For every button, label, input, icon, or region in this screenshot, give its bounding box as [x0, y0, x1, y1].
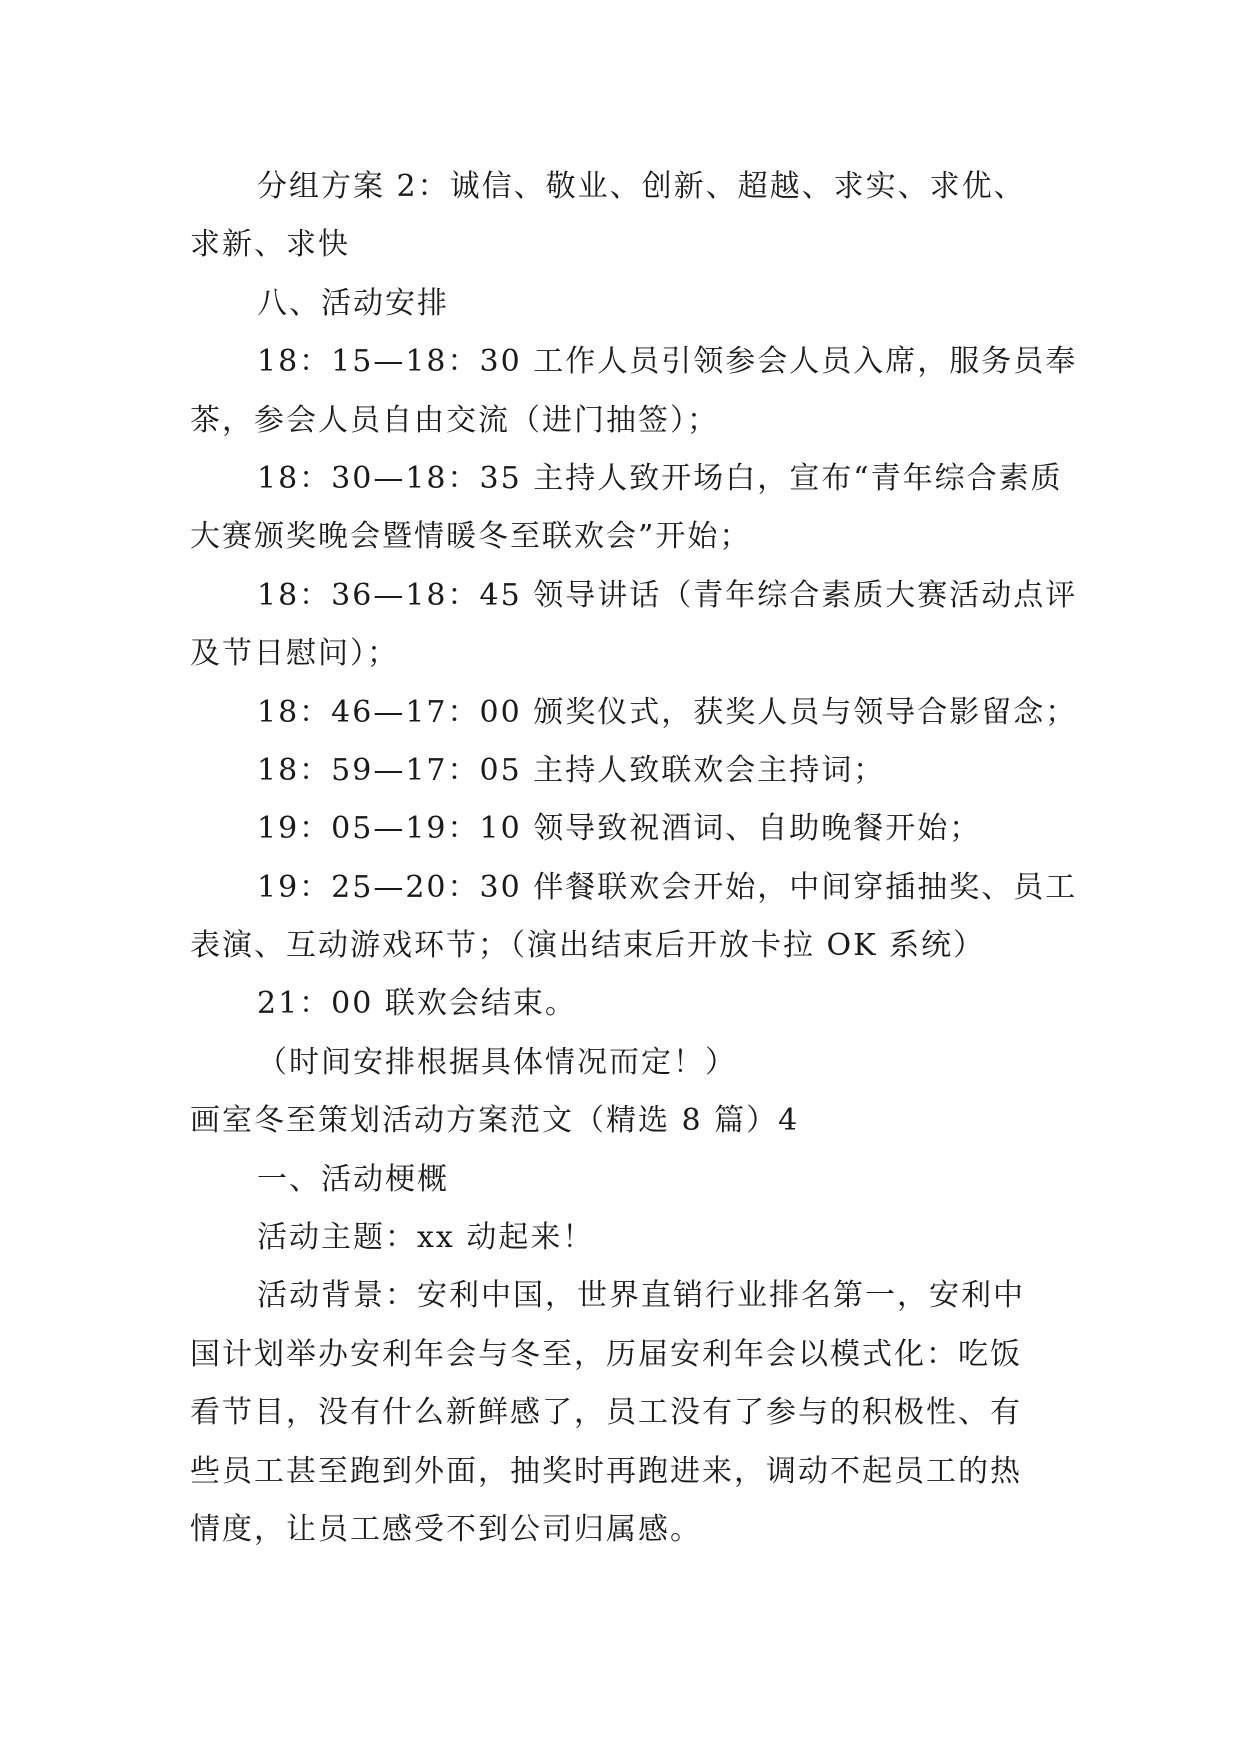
schedule-item: 18：36—18：45 领导讲话（青年综合素质大赛活动点评: [257, 577, 1078, 613]
paragraph-line: 看节目，没有什么新鲜感了，员工没有了参与的积极性、有: [190, 1395, 1022, 1431]
paragraph-line: 国计划举办安利年会与冬至，历届安利年会以模式化：吃饭: [190, 1336, 1022, 1372]
document-body: [190, 158, 1078, 1559]
schedule-item-continuation: 及节日慰问）；: [190, 636, 399, 672]
section-heading: 八、活动安排: [257, 285, 449, 321]
section-heading: 一、活动梗概: [257, 1161, 449, 1197]
schedule-item: 18：30—18：35 主持人致开场白，宣布“青年综合素质: [257, 460, 1063, 496]
paragraph-line: 求新、求快: [190, 227, 350, 263]
paragraph-line: 些员工甚至跑到外面，抽奖时再跑进来，调动不起员工的热: [190, 1453, 1022, 1489]
schedule-item: 18：46—17：00 颁奖仪式，获奖人员与领导合影留念；: [257, 694, 1078, 730]
paragraph-line: 分组方案 2：诚信、敬业、创新、超越、求实、求优、: [257, 169, 1026, 204]
schedule-item: 19：05—19：10 领导致祝酒词、自助晚餐开始；: [257, 811, 982, 847]
schedule-item-continuation: 茶，参会人员自由交流（进门抽签）；: [190, 402, 719, 438]
schedule-item: 18：15—18：30 工作人员引领参会人员入席，服务员奉: [257, 344, 1078, 380]
schedule-item: 19：25—20：30 伴餐联欢会开始，中间穿插抽奖、员工: [257, 869, 1078, 905]
paragraph-line: 情度，让员工感受不到公司归属感。: [190, 1511, 702, 1547]
schedule-item: 18：59—17：05 主持人致联欢会主持词；: [257, 752, 886, 788]
schedule-note: （时间安排根据具体情况而定！）: [257, 1044, 737, 1080]
paragraph-line: 活动主题：xx 动起来！: [257, 1220, 595, 1256]
schedule-item-continuation: 表演、互动游戏环节；（演出结束后开放卡拉 OK 系统）: [190, 928, 986, 964]
schedule-item-continuation: 大赛颁奖晚会暨情暖冬至联欢会”开始；: [190, 519, 752, 555]
paragraph-line: 活动背景：安利中国，世界直销行业排名第一，安利中: [257, 1278, 1025, 1314]
schedule-item: 21：00 联欢会结束。: [257, 986, 577, 1022]
document-title: 画室冬至策划活动方案范文（精选 8 篇）4: [190, 1103, 800, 1139]
